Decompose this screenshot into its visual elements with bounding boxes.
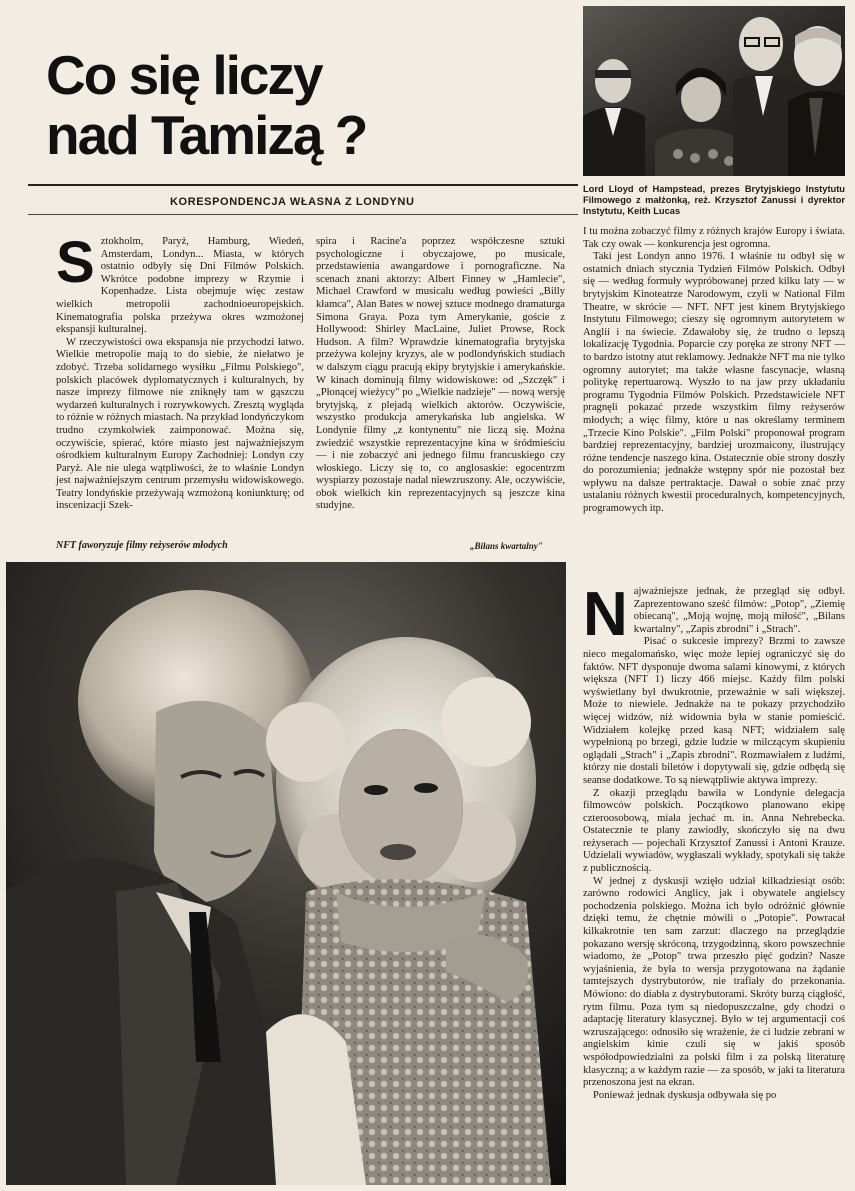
dropcap-n: N — [583, 580, 628, 649]
main-photo — [6, 562, 566, 1185]
top-photo-caption: Lord Lloyd of Hampstead, prezes Brytyjskiego Instytutu Filmowego z małżonką, reż. Krzysztof Zanussi i dyrektor Instytutu, Keith Lucas — [583, 184, 845, 216]
photo-caption-left: NFT faworyzuje filmy reżyserów młodych — [56, 540, 228, 551]
col3-paragraph-2: Taki jest Londyn anno 1976. I właśnie tu odbył się w ostatnich dniach stycznia Tydzień Filmów Polskich. Odbył się — według formuły wypróbowanej przed kilku laty — w brytyjskim Kinoteatrze Narodowym, czyli w National Film Theatre, w skrócie — NFT. NFT jest kinem Brytyjskiego Instytutu Filmowego; cieszy się ogromnym autorytetem w Anglii i na świecie. Zdawałoby się, że trudno o lepszą lokalizację Tygodnia. Poparcie czy poręka ze strony NFT — to bardzo istotny atut reklamowy. Jednakże NFT ma nie tylko ogromny autorytet; ma także własne fascynacje, własną politykę repertuarową. Wyszło to na jaw przy układaniu programu Tygodnia Filmów Polskich. Przedstawiciele NFT pragnęli pokazać przede wszystkim filmy reżyserów młodych; a więc filmy, które u nas określamy terminem „Trzecie Kino Polskie". „Film Polski" proponował program bardziej reprezentacyjny, bardziej urozmaicony, ilustrujący różne tendencje naszego kina. Ostatecznie obie strony doszły do porozumienia; jednakże wstępny spór nie pozostał bez wpływu na dalsze pertraktacje. Dawał o sobie znać przy ustalaniu różnych kwestii proceduralnych, kompetencyjnych, programowych itp. — [583, 251, 845, 515]
article-title — [46, 45, 576, 165]
colr-paragraph-1 — [583, 580, 845, 649]
top-photo-image — [583, 6, 845, 176]
col2-paragraph-1: spira i Racine'a poprzez współczesne sztuki psychologiczne i obyczajowe, po musicale, przedstawienia awangardowe i pornograficzne. Na scenach znani aktorzy: Albert Finney w „Hamlecie", Michael Crawford w musicalu według powieści „Billy kłamca", Alan Bates w nowej sztuce modnego dramaturga Simona Graya. Poza tym Amerykanie, goście z Hollywood: Shirley MacLaine, Juliet Prowse, Rock Hudson. A film? Wprawdzie kinematografia brytyjska przeżywa kolejny kryzys, ale w podlondyńskich studiach w dalszym ciągu pracują ekipy brytyjskie i amerykańskie. W kinach dominują filmy widowiskowe: od „Szczęk" i „Płonącej wieżycy" po „Wielkie nadzieje" — nową wersję brytyjską, z plejadą wielkich aktorów. Oczywiście, wszystko produkcja amerykańska lub angielska. W Londynie filmy „z kontynentu" nie liczą się. Można zwiedzić wszystkie reprezentacyjne kina w śródmieściu — i nie zobaczyć ani jednego filmu francuskiego czy włoskiego. Liczy się to, co anglosaskie: egocentrzm wyspiarzy pozostaje nadal niewzruszony. Ale, oczywiście, obok wielkich kin reprezentacyjnych są jeszcze kina studyjne. — [316, 236, 565, 512]
col1-paragraph-2: W rzeczywistości owa ekspansja nie przychodzi łatwo. Wielkie metropolie mają to do siebie, że niełatwo je zdobyć. Trzeba solidarnego wysiłku „Filmu Polskiego", polskich placówek dyplomatycznych i kulturalnych, by nasze imprezy filmowe nie zniknęły tam w gąszczu wydarzeń kulturalnych i rozrywkowych. Zresztą wygląda to różnie w różnych miastach. Na przykład londyńczykom trudno czymkolwiek zaimponować. Można się, oczywiście, spierać, które miasto jest najważniejszym ośrodkiem kulturalnym Europy Zachodniej: Londyn czy Paryż. Ale nie ulega wątpliwości, że to właśnie Londyn jest najważniejszym centrum przemysłu widowiskowego. Teatry londyńskie przeżywają wzmożoną koniunkturę; od inscenizacji Szek- — [56, 336, 304, 512]
column-1 — [56, 230, 304, 536]
column-2 — [316, 236, 565, 536]
title-line-2: nad Tamizą ? — [46, 104, 367, 166]
colr-paragraph-4: W jednej z dyskusji wzięło udział kilkadziesiąt osób: zarówno rodowici Anglicy, jak i obywatele angielscy pochodzenia polskiego. Można ich było odróżnić głównie dzięki temu, że chętnie mówili o „Potopie". Powracał kilkakrotnie ten sam zarzut: dlaczego na przeglądzie pokazano wersję skróconą, trzygodzinną, skoro powszechnie wiadomo, że „Potop" trwa przeszło pięć godzin? Nasze wyjaśnienia, że była to wersja przygotowana na żądanie tamtejszych dystrybutorów, nie trafiały do przekonania. Mówiono: do diabła z dystrybutorami. Skróty burzą ciągłość, rytm filmu. Poza tym są niedopuszczalne, gdy chodzi o adaptację literatury klasycznej. Było w tej argumentacji coś wzruszającego: odnosiło się wrażenie, że ci ludzie zebrani w angielskim kinie czuli się w jakiś sposób współodpowiedzialni za polski film i za polską literaturę klasyczną; a w każdym razie — za sposób, w jaki ta literatura przenoszona jest na ekran. — [583, 875, 845, 1089]
column-3 — [583, 226, 845, 586]
col1-paragraph-1 — [56, 230, 304, 337]
section-rule — [28, 214, 578, 215]
col3-paragraph-1: I tu można zobaczyć filmy z różnych krajów Europy i świata. Tak czy owak — konkurencja jest ogromna. — [583, 226, 845, 250]
colr-paragraph-3: Z okazji przeglądu bawiła w Londynie delegacja filmowców polskich. Początkowo planowano ekipę czteroosobową, miała jechać m. in. Anna Nehrebecka. Ostatecznie te plany zawiodły, skończyło się na dwu reżyserach — pojechali Krzysztof Zanussi i Antoni Krauze. Udzielali wywiadów, wygłaszali wykłady, spotykali się także z publicznością. — [583, 787, 845, 875]
column-right — [583, 580, 845, 1186]
title-rule — [28, 184, 578, 186]
main-photo-image — [6, 562, 566, 1185]
dropcap-s: S — [56, 230, 95, 295]
col1-p1-text: ztokholm, Paryż, Hamburg, Wiedeń, Amsterdam, Londyn... Miasta, w których ostatnio odbyły się Dni Filmów Polskich. Wkrótce podobne imprezy w Rzymie i Kopenhadze. Lista obejmuje więc zestaw wielkich metropolii zachodnioeuropejskich. Kinematografia polska przeżywa okres wzmożonej ekspansji kulturalnej. — [56, 236, 304, 336]
colr-paragraph-5: Ponieważ jednak dyskusja odbywała się po — [593, 1089, 777, 1101]
title-line-1: Co się liczy — [46, 44, 322, 106]
top-photo — [583, 6, 845, 176]
photo-caption-mid: „Bilans kwartalny" — [470, 541, 543, 551]
colr-paragraph-2: Pisać o sukcesie imprezy? Brzmi to zawsze nieco megalomańsko, więc może lepiej ograniczyć się do faktów. NFT dysponuje dwoma salami kinowymi, z których większa (NFT 1) liczy 466 miejsc. Każdy film polski wyświetlany był dwukrotnie, przeważnie w sali większej. Może to niewiele. Jednakże na te pokazy przychodziło więcej widzów, niż widownia była w stanie pomieścić. Widziałem kolejkę przed kasą NFT; widziałem salę wypełnioną po brzegi, gdzie ludzie w milczącym skupieniu oglądali „Strach" i „Zapis zbrodni". Rozmawiałem z ludźmi, którzy nie dostali biletów i dopytywali się, gdzie odbędą się seanse dodatkowe. To są niewątpliwie aktywa imprezy. — [583, 636, 845, 786]
colr-p1-text: ajważniejsze jednak, że przegląd się odbył. Zaprezentowano sześć filmów: „Potop", „Ziemię obiecaną", „Moją wojnę, moją miłość", „Bilans kwartalny", „Zapis zbrodni" i „Strach". — [633, 586, 845, 635]
section-label: KORESPONDENCJA WŁASNA Z LONDYNU — [170, 196, 415, 208]
